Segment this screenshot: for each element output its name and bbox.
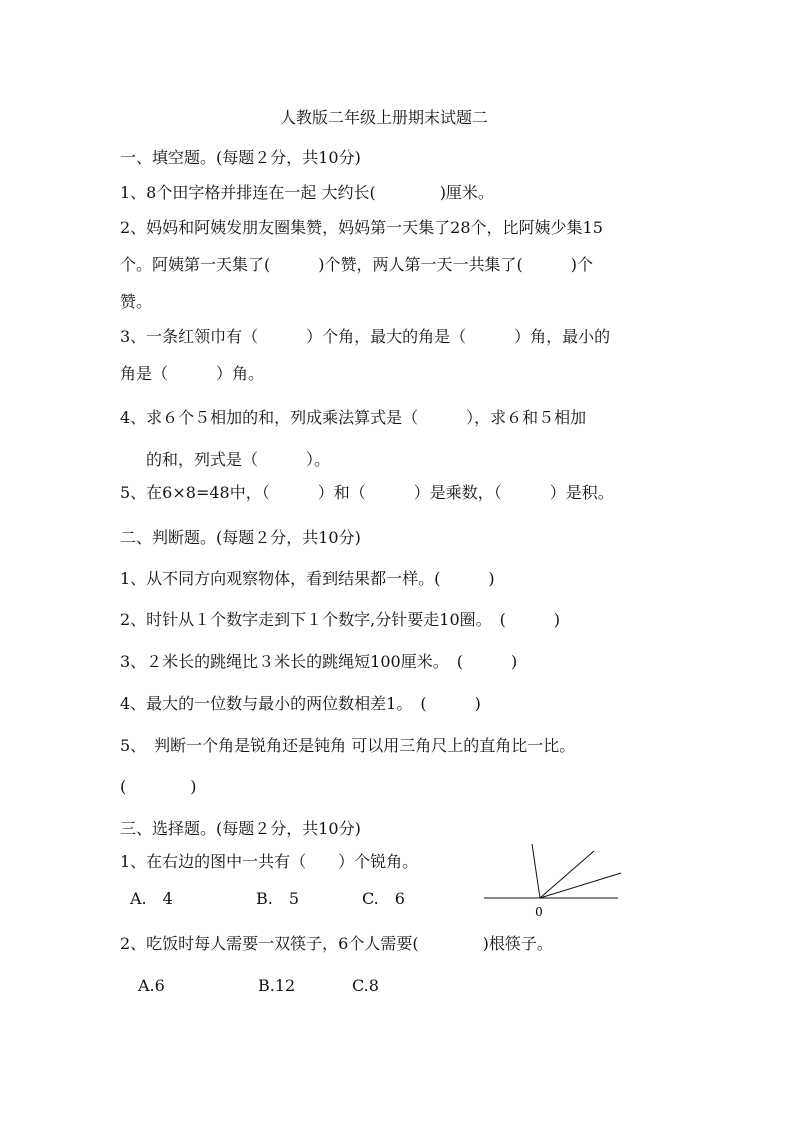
- figure-ray-shallow: [540, 873, 621, 898]
- s1-question-2-line-1: 2、妈妈和阿姨发朋友圈集赞，妈妈第一天集了28个，比阿姨少集15: [120, 218, 603, 237]
- s3-q2-option-a: A.6: [138, 976, 165, 995]
- figure-ray-steep: [532, 844, 540, 898]
- s3-question-2: 2、吃饭时每人需要一双筷子，6个人需要( )根筷子。: [120, 934, 553, 953]
- s3-q1-option-b: B. 5: [256, 889, 300, 908]
- s3-q1-option-a: A. 4: [130, 889, 173, 908]
- s2-question-2: 2、时针从１个数字走到下１个数字,分针要走10圈。 ( ): [120, 610, 561, 629]
- s3-q2-option-c: C.8: [352, 976, 379, 995]
- s1-question-3-line-2: 角是（ ）角。: [120, 364, 265, 383]
- s1-question-1: 1、8个田字格并排连在一起 大约长( )厘米。: [120, 183, 494, 202]
- figure-ray-middle: [540, 851, 594, 898]
- s1-question-2-line-3: 赞。: [120, 292, 153, 311]
- s2-question-4: 4、最大的一位数与最小的两位数相差1。 ( ): [120, 694, 481, 713]
- s2-question-1: 1、从不同方向观察物体，看到结果都一样。( ): [120, 569, 495, 588]
- s2-question-3: 3、２米长的跳绳比３米长的跳绳短100厘米。 ( ): [120, 652, 518, 671]
- s3-q2-option-b: B.12: [258, 976, 296, 995]
- angle-figure: [480, 840, 630, 920]
- section-2-heading: 二、判断题。(每题２分，共10分): [120, 528, 361, 547]
- page-title: 人教版二年级上册期末试题二: [280, 108, 489, 127]
- s2-question-5-line-2: ( ): [120, 777, 197, 796]
- s3-q1-option-c: C. 6: [362, 889, 405, 908]
- section-1-heading: 一、填空题。(每题２分，共10分): [120, 148, 361, 167]
- section-3-heading: 三、选择题。(每题２分，共10分): [120, 819, 361, 838]
- s1-question-4-line-1: 4、求６个５相加的和，列成乘法算式是（ ），求６和５相加: [120, 408, 587, 427]
- figure-vertex-label: 0: [535, 905, 543, 919]
- s1-question-4-line-2: 的和，列式是（ ）。: [146, 450, 331, 469]
- s1-question-2-line-2: 个。阿姨第一天集了( )个赞，两人第一天一共集了( )个: [120, 255, 593, 274]
- s1-question-3-line-1: 3、一条红领巾有（ ）个角，最大的角是（ ）角，最小的: [120, 327, 611, 346]
- s3-question-1: 1、在右边的图中一共有（ ）个锐角。: [120, 852, 419, 871]
- s1-question-5: 5、在6×8=48中，（ ）和（ ）是乘数，（ ）是积。: [120, 483, 614, 502]
- s2-question-5-line-1: 5、 判断一个角是锐角还是钝角 可以用三角尺上的直角比一比。: [120, 736, 576, 755]
